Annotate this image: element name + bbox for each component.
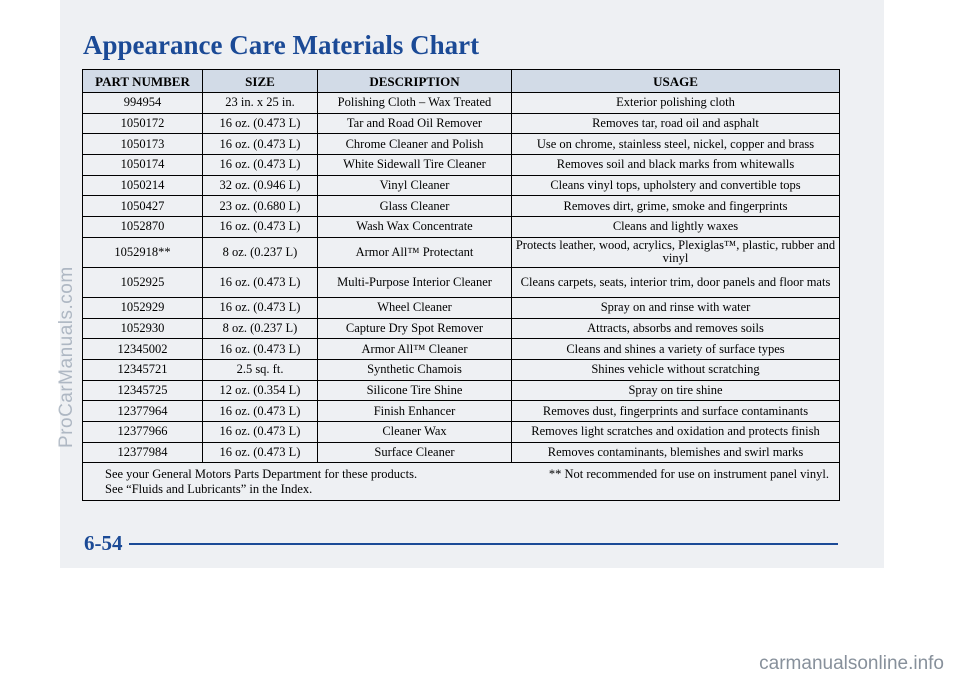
description-cell: Glass Cleaner <box>318 196 512 217</box>
size-cell: 8 oz. (0.237 L) <box>203 318 318 339</box>
part-number-cell: 12345721 <box>83 359 203 380</box>
size-cell: 23 in. x 25 in. <box>203 93 318 114</box>
watermark-left: ProCarManuals.com <box>56 266 77 448</box>
description-cell: Chrome Cleaner and Polish <box>318 134 512 155</box>
size-cell: 16 oz. (0.473 L) <box>203 442 318 463</box>
usage-cell: Spray on and rinse with water <box>512 297 840 318</box>
table-row <box>83 297 840 318</box>
footnote-row <box>83 463 840 501</box>
description-cell: Surface Cleaner <box>318 442 512 463</box>
table-row <box>83 155 840 176</box>
table-row <box>83 237 840 267</box>
table-row <box>83 318 840 339</box>
usage-cell: Removes dust, fingerprints and surface contaminants <box>512 401 840 422</box>
materials-table <box>82 69 840 501</box>
part-number-cell: 12377966 <box>83 421 203 442</box>
part-number-cell: 12377964 <box>83 401 203 422</box>
size-cell: 16 oz. (0.473 L) <box>203 134 318 155</box>
size-cell: 16 oz. (0.473 L) <box>203 421 318 442</box>
header-size: SIZE <box>203 70 318 93</box>
table-row <box>83 196 840 217</box>
table-row <box>83 134 840 155</box>
usage-cell: Use on chrome, stainless steel, nickel, copper and brass <box>512 134 840 155</box>
footnote-cell <box>83 463 840 501</box>
usage-cell: Cleans and shines a variety of surface types <box>512 339 840 360</box>
usage-cell: Removes dirt, grime, smoke and fingerprints <box>512 196 840 217</box>
size-cell: 16 oz. (0.473 L) <box>203 297 318 318</box>
table-row <box>83 339 840 360</box>
description-cell: Multi-Purpose Interior Cleaner <box>318 267 512 297</box>
description-cell: Cleaner Wax <box>318 421 512 442</box>
table-row <box>83 359 840 380</box>
footer-rule <box>128 543 838 545</box>
table-row <box>83 442 840 463</box>
size-cell: 16 oz. (0.473 L) <box>203 267 318 297</box>
size-cell: 12 oz. (0.354 L) <box>203 380 318 401</box>
size-cell: 16 oz. (0.473 L) <box>203 155 318 176</box>
usage-cell: Removes contaminants, blemishes and swirl marks <box>512 442 840 463</box>
table-row <box>83 175 840 196</box>
footnote-fluids-reference: See “Fluids and Lubricants” in the Index. <box>105 482 313 497</box>
size-cell: 32 oz. (0.946 L) <box>203 175 318 196</box>
header-description: DESCRIPTION <box>318 70 512 93</box>
part-number-cell: 1052918** <box>83 237 203 267</box>
part-number-cell: 1050174 <box>83 155 203 176</box>
table-body <box>83 93 840 463</box>
usage-cell: Attracts, absorbs and removes soils <box>512 318 840 339</box>
part-number-cell: 12345002 <box>83 339 203 360</box>
part-number-cell: 1050172 <box>83 113 203 134</box>
size-cell: 23 oz. (0.680 L) <box>203 196 318 217</box>
part-number-cell: 1050427 <box>83 196 203 217</box>
description-cell: Capture Dry Spot Remover <box>318 318 512 339</box>
part-number-cell: 1052870 <box>83 217 203 238</box>
size-cell: 16 oz. (0.473 L) <box>203 217 318 238</box>
page-title: Appearance Care Materials Chart <box>83 30 480 60</box>
usage-cell: Spray on tire shine <box>512 380 840 401</box>
table-row <box>83 401 840 422</box>
description-cell: Tar and Road Oil Remover <box>318 113 512 134</box>
part-number-cell: 12345725 <box>83 380 203 401</box>
description-cell: Synthetic Chamois <box>318 359 512 380</box>
header-usage: USAGE <box>512 70 840 93</box>
usage-cell: Removes tar, road oil and asphalt <box>512 113 840 134</box>
table-row <box>83 113 840 134</box>
usage-cell: Exterior polishing cloth <box>512 93 840 114</box>
part-number-cell: 1052929 <box>83 297 203 318</box>
usage-cell: Protects leather, wood, acrylics, Plexiglas™, plastic, rubber and vinyl <box>512 237 840 267</box>
header-part-number: PART NUMBER <box>83 70 203 93</box>
table-row <box>83 217 840 238</box>
part-number-cell: 994954 <box>83 93 203 114</box>
size-cell: 8 oz. (0.237 L) <box>203 237 318 267</box>
page-number: 6-54 <box>84 531 129 556</box>
table-header-row <box>83 70 840 93</box>
footnote-parts-department: See your General Motors Parts Department for these products. <box>105 467 418 482</box>
size-cell: 2.5 sq. ft. <box>203 359 318 380</box>
description-cell: Finish Enhancer <box>318 401 512 422</box>
description-cell: White Sidewall Tire Cleaner <box>318 155 512 176</box>
usage-cell: Removes light scratches and oxidation and protects finish <box>512 421 840 442</box>
description-cell: Armor All™ Cleaner <box>318 339 512 360</box>
size-cell: 16 oz. (0.473 L) <box>203 401 318 422</box>
part-number-cell: 1052930 <box>83 318 203 339</box>
description-cell: Wash Wax Concentrate <box>318 217 512 238</box>
watermark-bottom: carmanualsonline.info <box>759 653 944 674</box>
size-cell: 16 oz. (0.473 L) <box>203 113 318 134</box>
part-number-cell: 1052925 <box>83 267 203 297</box>
size-cell: 16 oz. (0.473 L) <box>203 339 318 360</box>
usage-cell: Cleans carpets, seats, interior trim, door panels and floor mats <box>512 267 840 297</box>
usage-cell: Shines vehicle without scratching <box>512 359 840 380</box>
description-cell: Polishing Cloth – Wax Treated <box>318 93 512 114</box>
part-number-cell: 12377984 <box>83 442 203 463</box>
table-row <box>83 267 840 297</box>
description-cell: Wheel Cleaner <box>318 297 512 318</box>
usage-cell: Cleans and lightly waxes <box>512 217 840 238</box>
table-row <box>83 421 840 442</box>
table-row <box>83 93 840 114</box>
table-row <box>83 380 840 401</box>
part-number-cell: 1050173 <box>83 134 203 155</box>
usage-cell: Removes soil and black marks from whitewalls <box>512 155 840 176</box>
part-number-cell: 1050214 <box>83 175 203 196</box>
footnote-not-recommended: ** Not recommended for use on instrument panel vinyl. <box>548 467 829 482</box>
description-cell: Silicone Tire Shine <box>318 380 512 401</box>
description-cell: Armor All™ Protectant <box>318 237 512 267</box>
usage-cell: Cleans vinyl tops, upholstery and convertible tops <box>512 175 840 196</box>
description-cell: Vinyl Cleaner <box>318 175 512 196</box>
